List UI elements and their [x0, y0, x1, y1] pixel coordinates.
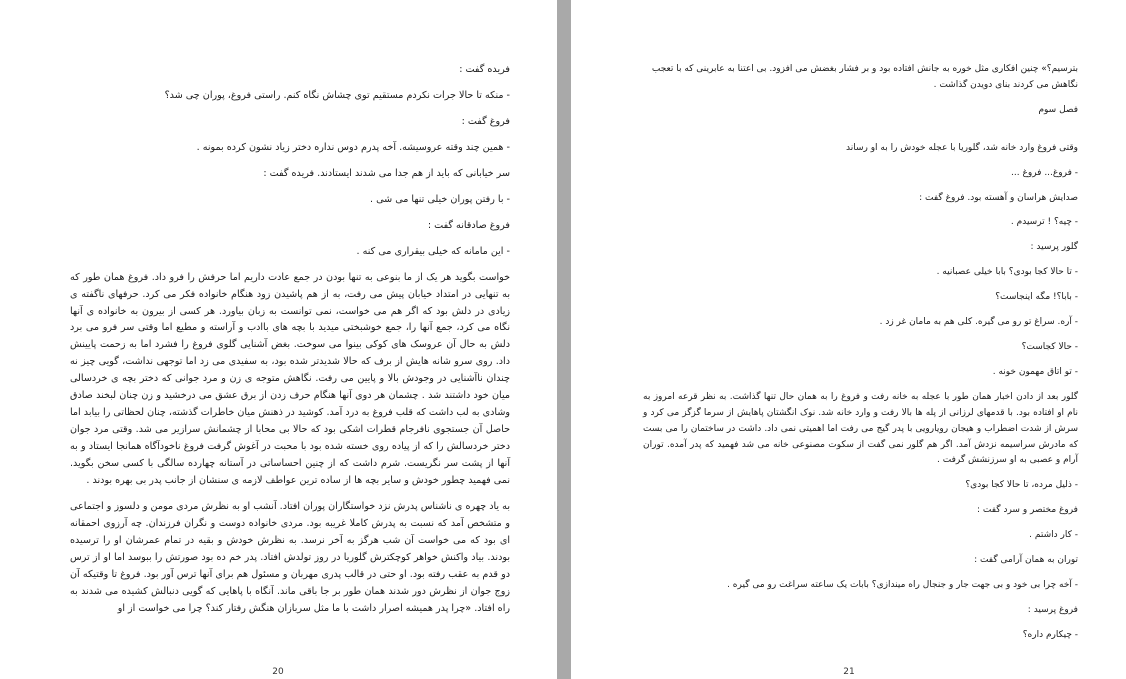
paragraph: صدایش هراسان و آهسته بود. فروغ گفت :	[919, 192, 1078, 203]
paragraph: - این مامانه که خیلی بیقراری می کنه .	[356, 245, 510, 257]
page-right	[571, 0, 1126, 679]
paragraph: فروغ پرسید :	[1027, 604, 1078, 615]
paragraph: فروغ گفت :	[461, 115, 510, 127]
paragraph: - آره. سراغ تو رو می گیره. کلی هم به مامان غر زد .	[879, 317, 1078, 328]
paragraph: بترسیم؟» چنین افکاری مثل خوره به جانش افتاده بود و بر فشار بغضش می افزود. بی اعتنا به عابرینی که با تعجب نگاهش می کردند بنای دویدن گذاشت .	[651, 64, 1078, 90]
paragraph: خواست بگوید هر یک از ما بنوعی به تنها بودن در جمع عادت داریم اما حرفش را فرو داد. فروغ همان طور که به تنهایی در امتداد خیابان پیش می رفت، به از هم پاشیدن زود هنگام خانواده فکر می کرد. حرفهای ناگفته ی زیادی در دلش بود که اگر هم می خواست، نمی توانست به زبان بیاورد. هر کسی از بیرون به خانواده ی آنها نگاه می کرد، جمع آنها را، جمع خوشبختی میدید با بچه های باادب و آراسته و مطیع اما وقتی سر فرو می برد دلش به حال آن عروسک های کوکی بینوا می سوخت. بغض آشنایی گلوی فروغ را فشرد اما به زحمت پایینش داد. روی سرو شانه هایش از برف که حالا شدیدتر شده بود، به سفیدی می زد اما توجهی نداشت، گویی چیز نه چندان ناآشنایی در وجودش بالا و پایین می رفت. نگاهش متوجه ی زن و مرد جوانی که دختر بچه ی خردسالی میان خود داشتند شد . چشمان هر دوی آنها هنگام حرف زدن از برق عشق می درخشید و زن چنان لبخند صادق وشادی به لب داشت که قلب فروغ به درد آمد. کوشید در ذهنش میان خاطرات گذشته، چنان لحظاتی را بیابد اما حاصل آن جستجوی نافرجام قطرات اشکی بود که حالا بی محابا از چشمانش سرازیر می شد. وقتی مرد جوان دختر خردسالش را که از پیاده روی خسته شده بود با محبت در آغوش گرفت فروغ ناخودآگاه همانجا ایستاد و به آنها از پشت سر نگریست. شرم داشت که از چنین احساساتی در آستانه چهارده سالگی با کسی سخن بگوید. نمی فهمید چطور خودش و سایر بچه ها از ساده ترین عواطف لازمه ی سنشان از جانب پدر بی بهره بودند .	[70, 271, 510, 487]
paragraph: گلور بعد از دادن اخبار همان طور با عجله به خانه رفت و فروغ را به همان حال تنها گذاشت. به نظر قرعه امروز به نام او افتاده بود. با قدمهای لرزانی از پله ها بالا رفت و وارد خانه شد. نوک انگشتان پاهایش از سرما گزگز می کرد و سرش از شدت اضطراب و هیجان رویارویی با پدر گیج می رفت اما اهمیتی نمی داد. داشت در ساختمان را می بست که مادرش سراسیمه نزدش آمد. اگر هم گلور نمی گفت از سکوت مصنوعی خانه می شد فهمید که پدر آمده. توران آرام و عصبی به او سرزنشش گرفت .	[643, 391, 1078, 466]
paragraph: فریده گفت :	[459, 64, 510, 75]
page-number: 21	[843, 667, 855, 677]
paragraph: - ذلیل مرده، تا حالا کجا بودی؟	[965, 480, 1078, 491]
paragraph: - چیکارم داره؟	[1022, 629, 1078, 640]
paragraph: - چیه؟ ! ترسیدم .	[1010, 217, 1078, 228]
paragraph: - فروغ... فروغ ...	[1011, 167, 1078, 178]
page-left-content	[70, 62, 510, 627]
paragraph: - آخه چرا بی خود و بی جهت جار و جنجال راه میندازی؟ بابات یک ساعته سراغت رو می گیره .	[727, 579, 1078, 590]
paragraph: - بابا؟! مگه اینجاست؟	[995, 292, 1078, 303]
paragraph: سر خیابانی که باید از هم جدا می شدند ایستادند. فریده گفت :	[263, 167, 510, 179]
page-right-content	[643, 62, 1078, 653]
page-number: 20	[272, 667, 284, 677]
paragraph: توران به همان آرامی گفت :	[974, 555, 1078, 566]
paragraph: - با رفتن پوران خیلی تنها می شی .	[370, 193, 510, 205]
page-gutter	[557, 0, 571, 679]
page-left	[0, 0, 557, 679]
paragraph: - همین چند وقته عروسیشه. آخه پدرم دوس نداره دختر زیاد نشون کرده بمونه .	[196, 141, 510, 153]
paragraph: گلور پرسید :	[1030, 242, 1078, 253]
paragraph: - تو اتاق مهمون خونه .	[992, 366, 1078, 377]
paragraph: وقتی فروغ وارد خانه شد، گلوریا با عجله خودش را به او رساند	[845, 142, 1078, 153]
paragraph: فروغ صادقانه گفت :	[427, 219, 510, 231]
paragraph: به یاد چهره ی ناشناس پدرش نزد خواستگاران پوران افتاد. آنشب او به نظرش مردی مومن و دلسوز و اجتماعی و متشخص آمد که نسبت به پدرش کاملا غریبه بود. مردی خانواده دوست و نگران فرزندان. چه آرزوی احمقانه ای بود که می خواست آن شب هرگز به آخر نرسد. به نظرش خودش و بقیه در تمام عمرشان او را ترسیده بودند. بیاد واکنش خواهر کوچکترش گلوریا در روز تولدش افتاد. پدر خم ده بود صورتش را ببوسد اما او از ترس دو قدم به عقب رفته بود. او حتی در قالب پدری مهربان و مسئول هم برای آنها ترس آور بود. فروغ تا وقتیکه آن زوج جوان از نظرش دور شدند همان طور بر جا باقی ماند. آنگاه با پاهایی که گویی دنبالش کشیده می شدند به راه افتاد. «چرا پدر همیشه اصرار داشت با ما مثل سربازان هنگش رفتار کند؟ چرا می خواست از او	[70, 501, 510, 614]
chapter-heading: فصل سوم	[1038, 104, 1078, 115]
paragraph: - کار داشتم .	[1029, 530, 1078, 541]
paragraph: - تا حالا کجا بودی؟ بابا خیلی عصبانیه .	[936, 267, 1078, 278]
paragraph: - حالا کجاست؟	[1021, 341, 1078, 352]
paragraph: فروغ مختصر و سرد گفت :	[977, 505, 1078, 516]
paragraph: - منکه تا حالا جرات نکردم مستقیم توی چشاش نگاه کنم. راستی فروغ، پوران چی شد؟	[164, 89, 510, 101]
